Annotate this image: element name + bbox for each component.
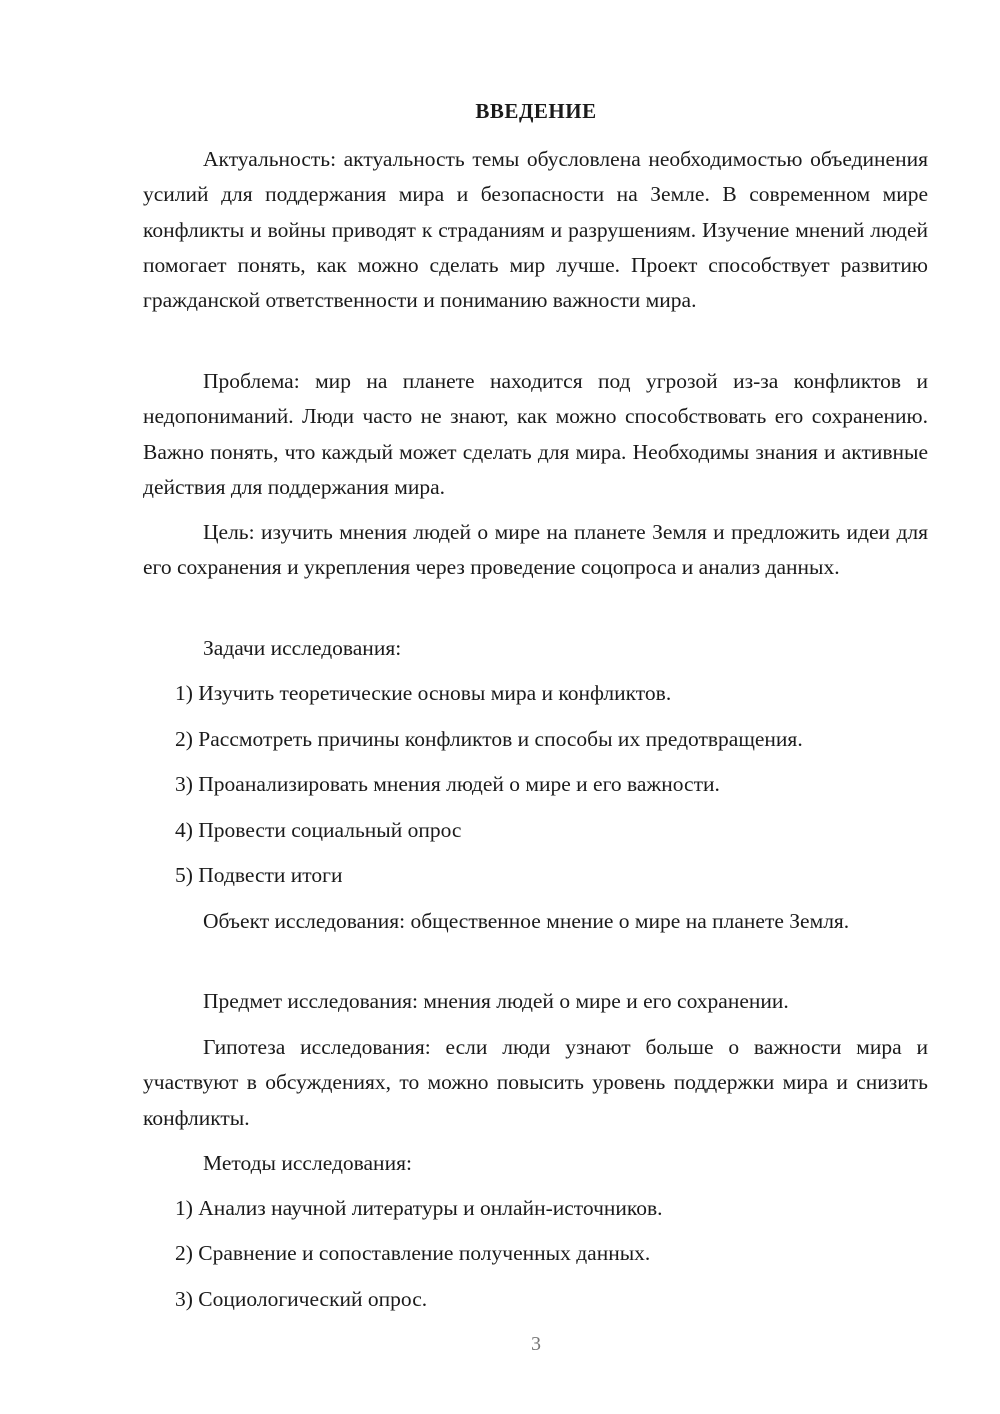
method-item: 3) Социологический опрос.	[175, 1287, 428, 1311]
task-item: 4) Провести социальный опрос	[175, 818, 462, 842]
task-item: 1) Изучить теоретические основы мира и конфликтов.	[175, 681, 672, 705]
subject-paragraph: Предмет исследования: мнения людей о мире и его сохранении.	[203, 989, 789, 1013]
hypothesis-paragraph: Гипотеза исследования: если люди узнают больше о важности мира и участвуют в обсуждениях, то можно повысить уровень поддержки мира и снизить конфликты.	[143, 1035, 928, 1130]
task-item: 5) Подвести итоги	[175, 863, 343, 887]
method-item: 1) Анализ научной литературы и онлайн-источников.	[175, 1196, 663, 1220]
relevance-paragraph: Актуальность: актуальность темы обусловлена необходимостью объединения усилий для поддержания мира и безопасности на Земле. В современном мире конфликты и войны приводят к страданиям и разрушениям. Изучение мнений людей помогает понять, как можно сделать мир лучше. Проект способствует развитию гражданской ответственности и пониманию важности мира.	[143, 147, 928, 313]
tasks-intro: Задачи исследования:	[203, 636, 402, 660]
object-paragraph: Объект исследования: общественное мнение о мире на планете Земля.	[203, 909, 850, 933]
section-heading: ВВЕДЕНИЕ	[475, 99, 597, 123]
task-item: 3) Проанализировать мнения людей о мире и его важности.	[175, 772, 720, 796]
goal-paragraph: Цель: изучить мнения людей о мире на планете Земля и предложить идеи для его сохранения и укрепления через проведение соцопроса и анализ данных.	[143, 520, 928, 580]
problem-paragraph: Проблема: мир на планете находится под угрозой из-за конфликтов и недопониманий. Люди часто не знают, как можно способствовать его сохранению. Важно понять, что каждый может сделать для мира. Необходимы знания и активные действия для поддержания мира.	[143, 369, 928, 499]
method-item: 2) Сравнение и сопоставление полученных данных.	[175, 1241, 651, 1265]
methods-intro: Методы исследования:	[203, 1151, 412, 1175]
page-number: 3	[531, 1333, 541, 1355]
task-item: 2) Рассмотреть причины конфликтов и способы их предотвращения.	[175, 727, 803, 751]
